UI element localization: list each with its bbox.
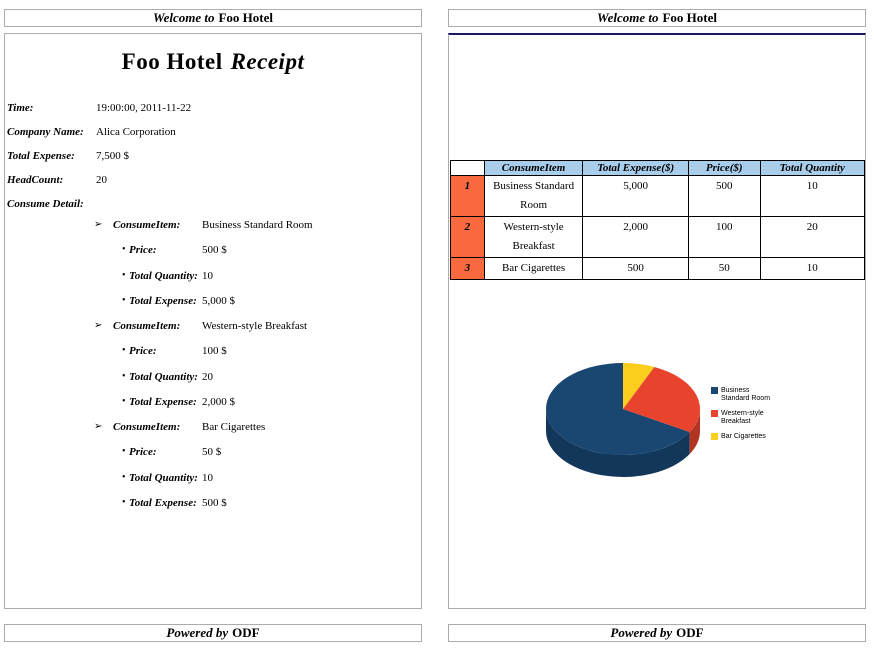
legend-label: Business Standard Room: [721, 387, 771, 402]
consume-list-value: Western-style Breakfast: [202, 320, 308, 332]
row-number-cell: 1: [451, 176, 485, 217]
field-value: Alica Corporation: [96, 126, 176, 138]
summary-page: [448, 33, 866, 609]
legend-item: [711, 387, 770, 403]
consume-list-label: Total Quantity:: [129, 472, 198, 484]
right-footer-banner: [448, 624, 866, 642]
welcome-italic-text: Welcome to: [152, 10, 215, 25]
dot-bullet-icon: •: [122, 371, 126, 382]
consume-list-label: ConsumeItem:: [113, 421, 181, 433]
table-header-row: [451, 161, 865, 176]
consume-list-value: Bar Cigarettes: [202, 421, 266, 433]
consume-list-value: 500 $: [202, 497, 227, 509]
row-number-cell: 2: [451, 217, 485, 258]
field-row: [7, 174, 107, 188]
consume-list-value: 10: [202, 472, 213, 484]
dot-bullet-icon: •: [122, 472, 126, 483]
dot-bullet-icon: •: [122, 497, 126, 508]
table-header-cell: Total Expense($): [583, 161, 688, 176]
arrow-bullet-icon: ➢: [94, 219, 103, 230]
field-row: [7, 150, 129, 164]
summary-table: [450, 160, 865, 280]
consume-list-label: Total Quantity:: [129, 371, 198, 383]
consume-list-label: Price:: [129, 345, 157, 357]
consume-list-value: 500 $: [202, 244, 227, 256]
consume-list-label: Price:: [129, 446, 157, 458]
row-number-cell: 3: [451, 258, 485, 280]
dot-bullet-icon: •: [122, 446, 126, 457]
left-header-banner: [4, 9, 422, 27]
legend-swatch: [711, 433, 718, 440]
table-header-cell: ConsumeItem: [484, 161, 583, 176]
table-cell: Business Standard Room: [484, 176, 583, 217]
dot-bullet-icon: •: [122, 396, 126, 407]
consume-list-value: Business Standard Room: [202, 219, 313, 231]
field-value: 19:00:00, 2011-11-22: [96, 102, 192, 114]
table-cell: 10: [760, 176, 864, 217]
consume-list-value: 5,000 $: [202, 295, 235, 307]
field-value: 20: [96, 174, 107, 186]
receipt-title-accent: Receipt: [230, 49, 305, 74]
table-cell: Western-style Breakfast: [484, 217, 583, 258]
dot-bullet-icon: •: [122, 270, 126, 281]
legend-item: [711, 433, 770, 441]
consume-list-label: ConsumeItem:: [113, 219, 181, 231]
table-row: [451, 217, 865, 258]
table-row: [451, 258, 865, 280]
powered-bold-text: ODF: [232, 625, 260, 640]
consume-list-label: Total Quantity:: [129, 270, 198, 282]
field-label: Consume Detail:: [7, 198, 84, 210]
field-label: Company Name:: [7, 126, 84, 138]
chart-legend: [711, 387, 770, 448]
table-cell: 20: [760, 217, 864, 258]
dot-bullet-icon: •: [122, 244, 126, 255]
table-header-cell: Total Quantity: [760, 161, 864, 176]
consume-list-value: 2,000 $: [202, 396, 235, 408]
consume-list-value: 10: [202, 270, 213, 282]
legend-label: Bar Cigarettes: [721, 433, 766, 440]
welcome-italic-text: Welcome to: [596, 10, 659, 25]
receipt-title: [5, 49, 421, 75]
right-header-banner: [448, 9, 866, 27]
consume-list-label: Total Expense:: [129, 497, 197, 509]
welcome-bold-text: Foo Hotel: [662, 10, 717, 25]
consume-list-label: Price:: [129, 244, 157, 256]
field-label: Time:: [7, 102, 34, 114]
table-row: [451, 176, 865, 217]
table-cell: 50: [688, 258, 760, 280]
table-corner-cell: [451, 161, 485, 176]
arrow-bullet-icon: ➢: [94, 421, 103, 432]
field-row: [7, 198, 96, 212]
consume-list-label: Total Expense:: [129, 295, 197, 307]
consume-list-value: 50 $: [202, 446, 222, 458]
powered-bold-text: ODF: [676, 625, 704, 640]
field-label: Total Expense:: [7, 150, 75, 162]
legend-item: [711, 410, 770, 426]
legend-label: Western-style Breakfast: [721, 410, 764, 425]
table-cell: Bar Cigarettes: [484, 258, 583, 280]
legend-swatch: [711, 410, 718, 417]
table-header-cell: Price($): [688, 161, 760, 176]
receipt-title-main: Foo Hotel: [121, 49, 223, 74]
receipt-page: [4, 33, 422, 609]
field-value: 7,500 $: [96, 150, 129, 162]
table-cell: 100: [688, 217, 760, 258]
consume-list-label: ConsumeItem:: [113, 320, 181, 332]
field-row: [7, 102, 191, 116]
dot-bullet-icon: •: [122, 295, 126, 306]
table-cell: 10: [760, 258, 864, 280]
powered-italic-text: Powered by: [166, 625, 229, 640]
table-cell: 2,000: [583, 217, 688, 258]
dot-bullet-icon: •: [122, 345, 126, 356]
field-row: [7, 126, 176, 140]
consume-list-value: 100 $: [202, 345, 227, 357]
welcome-bold-text: Foo Hotel: [218, 10, 273, 25]
left-footer-banner: [4, 624, 422, 642]
arrow-bullet-icon: ➢: [94, 320, 103, 331]
consume-list-label: Total Expense:: [129, 396, 197, 408]
powered-italic-text: Powered by: [610, 625, 673, 640]
legend-swatch: [711, 387, 718, 394]
table-cell: 500: [688, 176, 760, 217]
table-cell: 5,000: [583, 176, 688, 217]
consume-list-value: 20: [202, 371, 213, 383]
field-label: HeadCount:: [7, 174, 64, 186]
table-cell: 500: [583, 258, 688, 280]
